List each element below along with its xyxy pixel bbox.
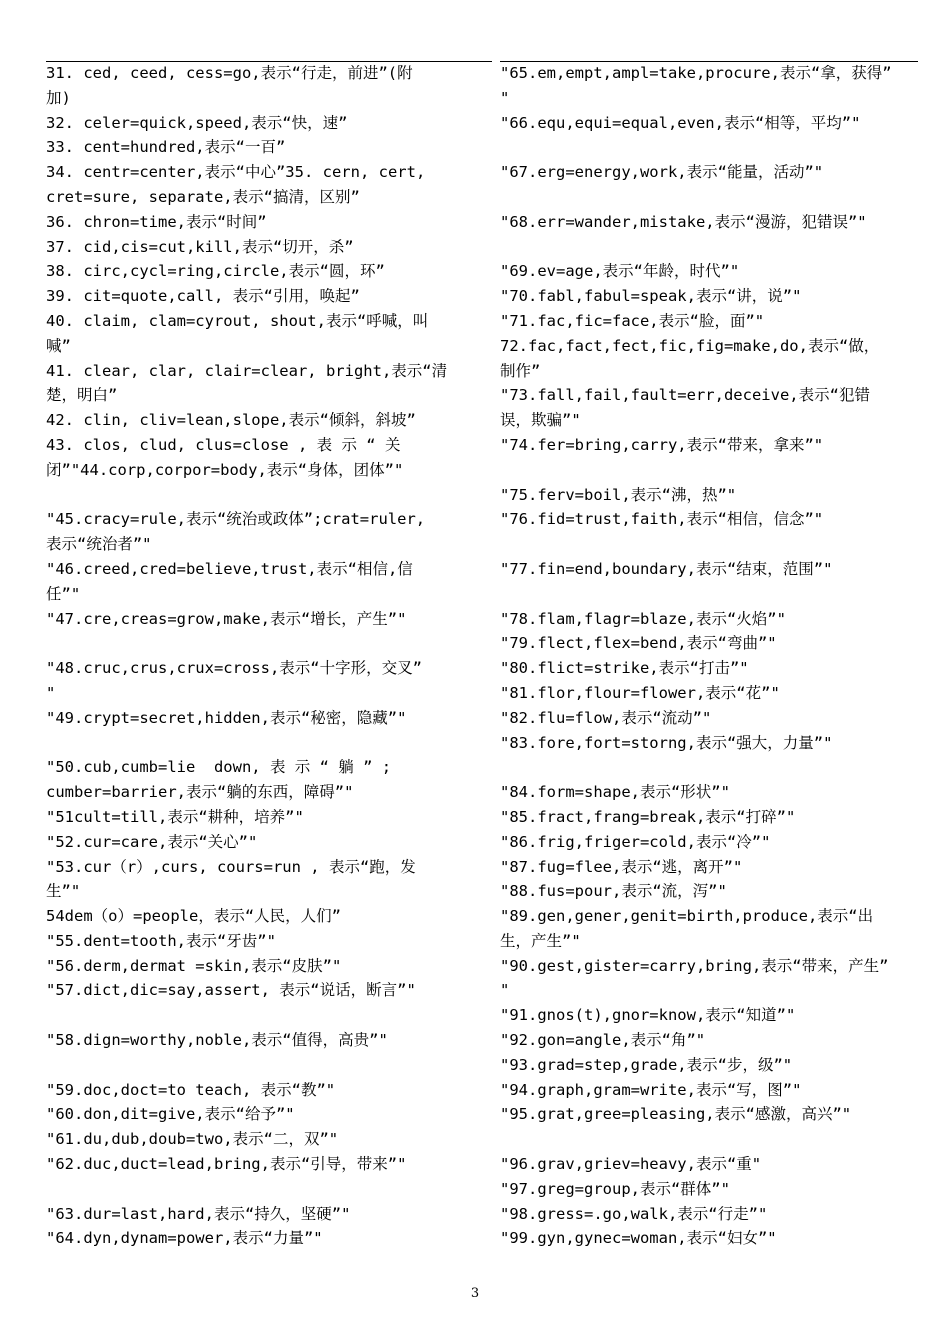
root-entry: "81.flor,flour=flower,表示“花”" bbox=[500, 683, 780, 702]
root-entry: "64.dyn,dynam=power,表示“力量”" bbox=[46, 1229, 323, 1248]
root-entry: 43. clos, clud, clus=close , 表 示 “ 关 闭”"44.corp,corpor=body,表示“身体，团体”" bbox=[46, 435, 404, 479]
root-entry: "59.doc,doct=to teach, 表示“教”" bbox=[46, 1080, 336, 1099]
root-entry: "70.fabl,fabul=speak,表示“讲，说”" bbox=[500, 287, 802, 306]
root-entry: "47.cre,creas=grow,make,表示“增长，产生”" bbox=[46, 609, 407, 628]
root-entry: 31. ced, ceed, cess=go,表示“行走，前进”(附 加) bbox=[46, 64, 413, 107]
root-entry: "58.dign=worthy,noble,表示“值得，高贵”" bbox=[46, 1031, 388, 1050]
root-entry: "75.ferv=boil,表示“沸，热”" bbox=[500, 485, 737, 504]
root-entry: 40. claim, clam=cyrout, shout,表示“呼喊，叫 喊” bbox=[46, 311, 429, 355]
root-entry: "50.cub,cumb=lie down, 表 示 “ 躺 ” ; cumber=barrier,表示“躺的东西，障碍”" bbox=[46, 758, 392, 802]
root-entry: "92.gon=angle,表示“角”" bbox=[500, 1031, 706, 1050]
root-entry: 38. circ,cycl=ring,circle,表示“圆，环” bbox=[46, 262, 385, 281]
root-entry: "90.gest,gister=carry,bring,表示“带来，产生” " bbox=[500, 956, 889, 1000]
blank-line bbox=[500, 1127, 925, 1152]
root-entry: "73.fall,fail,fault=err,deceive,表示“犯错 误，欺骗”" bbox=[500, 386, 870, 430]
root-entry: 42. clin, cliv=lean,slope,表示“倾斜，斜坡” bbox=[46, 411, 416, 430]
root-entry: "53.cur（r）,curs, cours=run , 表示“跑，发 生”" bbox=[46, 857, 416, 901]
root-entry: "69.ev=age,表示“年龄，时代”" bbox=[500, 262, 740, 281]
root-entry: "97.greg=group,表示“群体”" bbox=[500, 1179, 730, 1198]
root-entry: "83.fore,fort=storng,表示“强大，力量”" bbox=[500, 733, 833, 752]
root-entry: 54dem（o）=people，表示“人民，人们” bbox=[46, 907, 341, 926]
root-entry: "51cult=till,表示“耕种，培养”" bbox=[46, 807, 304, 826]
left-column bbox=[46, 61, 471, 1251]
root-entry: 32. celer=quick,speed,表示“快，速” bbox=[46, 113, 348, 132]
root-entry: "48.cruc,crus,crux=cross,表示“十字形，交叉” " bbox=[46, 659, 422, 702]
root-entry: "78.flam,flagr=blaze,表示“火焰”" bbox=[500, 609, 786, 628]
root-entry: "60.don,dit=give,表示“给予”" bbox=[46, 1105, 295, 1124]
blank-line bbox=[46, 1177, 471, 1202]
root-entry: "46.creed,cred=believe,trust,表示“相信,信 任”" bbox=[46, 559, 413, 603]
root-entry: "76.fid=trust,faith,表示“相信，信念”" bbox=[500, 510, 824, 529]
root-entry: "66.equ,equi=equal,even,表示“相等，平均”" bbox=[500, 113, 861, 132]
blank-line bbox=[46, 631, 471, 656]
root-entry: "87.fug=flee,表示“逃，离开”" bbox=[500, 857, 743, 876]
root-entry: 36. chron=time,表示“时间” bbox=[46, 212, 267, 231]
root-entry: "96.grav,griev=heavy,表示“重" bbox=[500, 1155, 762, 1174]
root-entry: "84.form=shape,表示“形状”" bbox=[500, 783, 730, 802]
blank-line bbox=[500, 458, 925, 483]
root-entry: "82.flu=flow,表示“流动”" bbox=[500, 708, 712, 727]
root-entry: 72.fac,fact,fect,fic,fig=make,do,表示“做， 制作” bbox=[500, 336, 880, 380]
root-entry: "80.flict=strike,表示“打击”" bbox=[500, 659, 749, 678]
root-entry: 37. cid,cis=cut,kill,表示“切开，杀” bbox=[46, 237, 354, 256]
root-entry: "57.dict,dic=say,assert, 表示“说话，断言”" bbox=[46, 981, 416, 1000]
root-entry: 41. clear, clar, clair=clear, bright,表示“清 楚，明白” bbox=[46, 361, 448, 405]
root-entry: "89.gen,gener,genit=birth,produce,表示“出 生，产生”" bbox=[500, 907, 874, 950]
root-entry: "94.graph,gram=write,表示“写，图”" bbox=[500, 1080, 802, 1099]
root-entry: "88.fus=pour,表示“流，泻”" bbox=[500, 882, 727, 901]
blank-line bbox=[46, 731, 471, 756]
root-entry: "86.frig,friger=cold,表示“冷”" bbox=[500, 832, 771, 851]
root-entry: 39. cit=quote,call, 表示“引用，唤起” bbox=[46, 287, 360, 306]
root-entry: "85.fract,frang=break,表示“打碎”" bbox=[500, 807, 796, 826]
right-column bbox=[500, 61, 925, 1251]
blank-line bbox=[500, 235, 925, 260]
root-entry: "52.cur=care,表示“关心”" bbox=[46, 832, 258, 851]
root-entry: "67.erg=energy,work,表示“能量，活动”" bbox=[500, 163, 824, 182]
root-entry: "68.err=wander,mistake,表示“漫游，犯错误”" bbox=[500, 212, 867, 231]
root-entry: 33. cent=hundred,表示“一百” bbox=[46, 138, 286, 157]
blank-line bbox=[46, 483, 471, 508]
root-entry: "71.fac,fic=face,表示“脸，面”" bbox=[500, 311, 765, 330]
root-entry: "74.fer=bring,carry,表示“带来，拿来”" bbox=[500, 435, 824, 454]
root-entry: "62.duc,duct=lead,bring,表示“引导，带来”" bbox=[46, 1155, 407, 1174]
root-entry: "93.grad=step,grade,表示“步，级”" bbox=[500, 1055, 793, 1074]
blank-line bbox=[500, 755, 925, 780]
blank-line bbox=[500, 135, 925, 160]
root-entry: "63.dur=last,hard,表示“持久，坚硬”" bbox=[46, 1204, 351, 1223]
blank-line bbox=[46, 1053, 471, 1078]
root-entry: "91.gnos(t),gnor=know,表示“知道”" bbox=[500, 1006, 796, 1025]
blank-line bbox=[500, 185, 925, 210]
root-entry: "55.dent=tooth,表示“牙齿”" bbox=[46, 931, 276, 950]
root-entry: "45.cracy=rule,表示“统治或政体”;crat=ruler, 表示“统治者”" bbox=[46, 510, 426, 554]
root-entry: "77.fin=end,boundary,表示“结束，范围”" bbox=[500, 559, 833, 578]
root-entry: "95.grat,gree=pleasing,表示“感激，高兴”" bbox=[500, 1105, 852, 1124]
root-entry: "49.crypt=secret,hidden,表示“秘密，隐藏”" bbox=[46, 708, 407, 727]
blank-line bbox=[500, 532, 925, 557]
root-entry: "61.du,dub,doub=two,表示“二，双”" bbox=[46, 1130, 339, 1149]
blank-line bbox=[500, 582, 925, 607]
root-entry: "79.flect,flex=bend,表示“弯曲”" bbox=[500, 634, 777, 653]
root-entry: "65.em,empt,ampl=take,procure,表示“拿，获得” " bbox=[500, 64, 892, 107]
root-entry: "99.gyn,gynec=woman,表示“妇女”" bbox=[500, 1229, 777, 1248]
page-number: 3 bbox=[470, 1286, 480, 1301]
blank-line bbox=[46, 1003, 471, 1028]
root-entry: "56.derm,dermat =skin,表示“皮肤”" bbox=[46, 956, 342, 975]
root-entry: "98.gress=.go,walk,表示“行走”" bbox=[500, 1204, 768, 1223]
root-entry: 34. centr=center,表示“中心”35. cern, cert, cret=sure, separate,表示“搞清，区别” bbox=[46, 163, 426, 206]
